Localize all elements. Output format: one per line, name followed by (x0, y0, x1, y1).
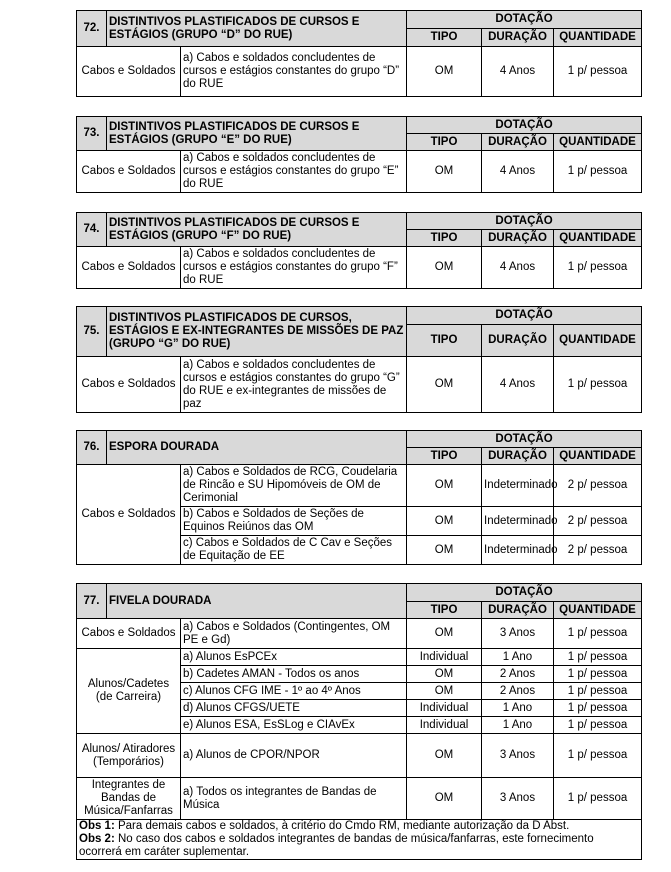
tipo-header: TIPO (407, 325, 482, 357)
duracao-cell: 3 Anos (482, 778, 554, 820)
section-77-table (76, 583, 642, 860)
tipo-cell: OM (407, 151, 482, 193)
description-cell: a) Cabos e soldados concludentes de cursos e estágios constantes do grupo “D” do RUE (181, 47, 407, 97)
quantidade-header: QUANTIDADE (554, 325, 642, 357)
duracao-cell: Indeterminado (482, 536, 554, 565)
quantidade-cell: 2 p/ pessoa (554, 507, 642, 536)
section-title: DISTINTIVOS PLASTIFICADOS DE CURSOS E ESTÁGIOS (GRUPO “F” DO RUE) (107, 213, 407, 247)
dotacao-header: DOTAÇÃO (407, 584, 642, 602)
duracao-cell: 4 Anos (482, 247, 554, 289)
quantidade-header: QUANTIDADE (554, 230, 642, 247)
section-title: FIVELA DOURADA (107, 584, 407, 619)
tipo-cell: OM (407, 507, 482, 536)
tipo-cell: OM (407, 357, 482, 413)
tipo-cell: OM (407, 778, 482, 820)
section-72-table (76, 10, 642, 97)
duracao-cell: 3 Anos (482, 734, 554, 778)
quantidade-cell: 1 p/ pessoa (554, 717, 642, 734)
tipo-cell: Individual (407, 717, 482, 734)
duracao-cell: Indeterminado (482, 465, 554, 507)
section-number: 74. (77, 213, 107, 247)
quantidade-header: QUANTIDADE (554, 602, 642, 619)
section-75-table (76, 306, 642, 413)
quantidade-cell: 1 p/ pessoa (554, 666, 642, 683)
duracao-header: DURAÇÃO (482, 602, 554, 619)
quantidade-cell: 1 p/ pessoa (554, 649, 642, 666)
section-title: DISTINTIVOS PLASTIFICADOS DE CURSOS E ESTÁGIOS (GRUPO “D” DO RUE) (107, 11, 407, 47)
beneficiary-cell: Cabos e Soldados (77, 151, 181, 193)
description-cell: b) Cadetes AMAN - Todos os anos (181, 666, 407, 683)
duracao-cell: 1 Ano (482, 717, 554, 734)
quantidade-cell: 2 p/ pessoa (554, 465, 642, 507)
tipo-cell: Individual (407, 700, 482, 717)
description-cell: c) Alunos CFG IME - 1º ao 4º Anos (181, 683, 407, 700)
obs-2 (79, 833, 639, 859)
tipo-cell: OM (407, 465, 482, 507)
tipo-cell: OM (407, 683, 482, 700)
description-cell: a) Cabos e Soldados (Contingentes, OM PE e Gd) (181, 619, 407, 649)
description-cell: a) Cabos e soldados concludentes de cursos e estágios constantes do grupo “F” do RUE (181, 247, 407, 289)
tipo-cell: OM (407, 619, 482, 649)
section-number: 73. (77, 117, 107, 151)
description-cell: d) Alunos CFGS/UETE (181, 700, 407, 717)
beneficiary-cell: Integrantes de Bandas de Música/Fanfarras (77, 778, 181, 820)
quantidade-cell: 1 p/ pessoa (554, 247, 642, 289)
duracao-header: DURAÇÃO (482, 134, 554, 151)
duracao-header: DURAÇÃO (482, 29, 554, 47)
quantidade-cell: 2 p/ pessoa (554, 536, 642, 565)
tipo-cell: OM (407, 47, 482, 97)
duracao-cell: 4 Anos (482, 47, 554, 97)
description-cell: a) Cabos e soldados concludentes de cursos e estágios constantes do grupo “E” do RUE (181, 151, 407, 193)
duracao-cell: 4 Anos (482, 357, 554, 413)
section-number: 75. (77, 307, 107, 357)
beneficiary-cell: Alunos/ Atiradores (Temporários) (77, 734, 181, 778)
tipo-cell: OM (407, 536, 482, 565)
duracao-header: DURAÇÃO (482, 448, 554, 465)
tipo-header: TIPO (407, 29, 482, 47)
beneficiary-cell: Cabos e Soldados (77, 465, 181, 565)
dotacao-header: DOTAÇÃO (407, 117, 642, 134)
quantidade-cell: 1 p/ pessoa (554, 619, 642, 649)
description-cell: b) Cabos e Soldados de Seções de Equinos Reiúnos das OM (181, 507, 407, 536)
quantidade-cell: 1 p/ pessoa (554, 778, 642, 820)
obs-text: No caso dos cabos e soldados integrantes de bandas de música/fanfarras, este fornecimento ocorrerá em caráter suplementar. (79, 833, 594, 858)
tipo-cell: OM (407, 666, 482, 683)
duracao-cell: 2 Anos (482, 683, 554, 700)
obs-label: Obs 1: (79, 820, 115, 832)
tipo-header: TIPO (407, 134, 482, 151)
observations (77, 820, 642, 860)
quantidade-header: QUANTIDADE (554, 29, 642, 47)
obs-1 (79, 820, 639, 833)
section-title: DISTINTIVOS PLASTIFICADOS DE CURSOS E ESTÁGIOS (GRUPO “E” DO RUE) (107, 117, 407, 151)
duracao-cell: Indeterminado (482, 507, 554, 536)
description-cell: a) Cabos e Soldados de RCG, Coudelaria de Rincão e SU Hipomóveis de OM de Cerimonial (181, 465, 407, 507)
description-cell: c) Cabos e Soldados de C Cav e Seções de Equitação de EE (181, 536, 407, 565)
tipo-cell: OM (407, 247, 482, 289)
quantidade-cell: 1 p/ pessoa (554, 683, 642, 700)
tipo-header: TIPO (407, 602, 482, 619)
section-74-table (76, 212, 642, 289)
quantidade-header: QUANTIDADE (554, 134, 642, 151)
section-73-table (76, 116, 642, 193)
quantidade-cell: 1 p/ pessoa (554, 700, 642, 717)
quantidade-cell: 1 p/ pessoa (554, 151, 642, 193)
duracao-cell: 2 Anos (482, 666, 554, 683)
duracao-cell: 3 Anos (482, 619, 554, 649)
dotacao-header: DOTAÇÃO (407, 11, 642, 29)
dotacao-header: DOTAÇÃO (407, 431, 642, 448)
dotacao-header: DOTAÇÃO (407, 307, 642, 325)
quantidade-cell: 1 p/ pessoa (554, 357, 642, 413)
tipo-cell: OM (407, 734, 482, 778)
obs-label: Obs 2: (79, 833, 115, 845)
dotacao-header: DOTAÇÃO (407, 213, 642, 230)
duracao-cell: 1 Ano (482, 700, 554, 717)
duracao-header: DURAÇÃO (482, 230, 554, 247)
beneficiary-cell: Alunos/Cadetes (de Carreira) (77, 649, 181, 734)
duracao-cell: 4 Anos (482, 151, 554, 193)
obs-text: Para demais cabos e soldados, à critério do Cmdo RM, mediante autorização da D Abst. (114, 820, 570, 832)
section-76-table (76, 430, 642, 565)
description-cell: a) Alunos de CPOR/NPOR (181, 734, 407, 778)
section-number: 76. (77, 431, 107, 465)
section-number: 72. (77, 11, 107, 47)
section-title: ESPORA DOURADA (107, 431, 407, 465)
quantidade-cell: 1 p/ pessoa (554, 47, 642, 97)
beneficiary-cell: Cabos e Soldados (77, 47, 181, 97)
beneficiary-cell: Cabos e Soldados (77, 247, 181, 289)
tipo-header: TIPO (407, 448, 482, 465)
description-cell: e) Alunos ESA, EsSLog e CIAvEx (181, 717, 407, 734)
description-cell: a) Alunos EsPCEx (181, 649, 407, 666)
section-number: 77. (77, 584, 107, 619)
description-cell: a) Cabos e soldados concludentes de cursos e estágios constantes do grupo “G” do RUE e ex-integrantes de missões de paz (181, 357, 407, 413)
duracao-cell: 1 Ano (482, 649, 554, 666)
quantidade-cell: 1 p/ pessoa (554, 734, 642, 778)
section-title: DISTINTIVOS PLASTIFICADOS DE CURSOS, ESTÁGIOS E EX-INTEGRANTES DE MISSÕES DE PAZ (GRUPO “G” DO RUE) (107, 307, 407, 357)
beneficiary-cell: Cabos e Soldados (77, 357, 181, 413)
quantidade-header: QUANTIDADE (554, 448, 642, 465)
beneficiary-cell: Cabos e Soldados (77, 619, 181, 649)
duracao-header: DURAÇÃO (482, 325, 554, 357)
tipo-cell: Individual (407, 649, 482, 666)
description-cell: a) Todos os integrantes de Bandas de Música (181, 778, 407, 820)
tipo-header: TIPO (407, 230, 482, 247)
